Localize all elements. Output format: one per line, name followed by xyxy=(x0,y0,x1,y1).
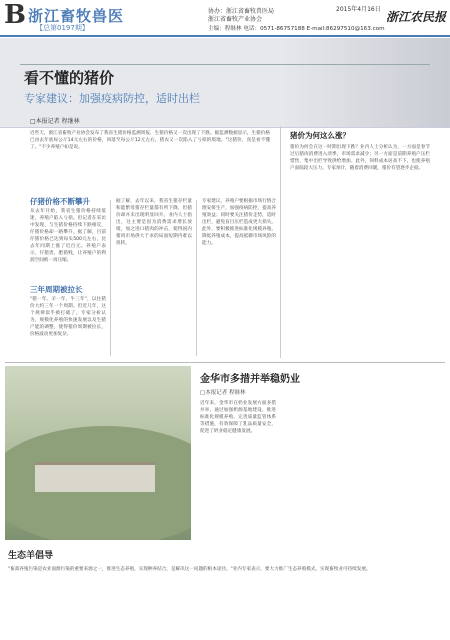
section-divider xyxy=(5,362,445,363)
headline-banner xyxy=(0,38,450,128)
section2-headline: 金华市多措并举稳奶业 xyxy=(200,374,300,385)
masthead xyxy=(0,0,450,36)
article-column-1: 从去年开始，我省生猪价格持续低迷，养殖户陷入亏损。但记者在采访中发现，与生猪价格持续下跌相反，仔猪价格却一路攀升。据了解，目前仔猪价格已达到每头500元左右，比去年同期上涨了近百元。养殖户表示，仔猪贵、肥猪贱，让养殖户的利润空间被一再压缩。 xyxy=(30,209,106,263)
issue-date: 2015年4月16日 xyxy=(336,6,381,13)
sidebar-text: 猪价为何会在这一时期出现下跌？业内人士分析认为，一方面是春节过后猪肉消费进入淡季，市场需求减少；另一方面是前期养殖户压栏惜售，集中出栏导致供给增加。此外，饲料成本居高不下，也使养殖户面临较大压力。专家预计，随着消费回暖，猪价有望逐步企稳。 xyxy=(290,145,430,171)
article-column-3: 专家建议，养殖户要根据市场行情合理安排生产，加强疫病防控，提高养殖效益；同时要关注猪价走势，适时出栏，避免盲目压栏造成更大损失。此外，要积极推进标准化规模养殖，降低养殖成本，提高抵御市场风险的能力。 xyxy=(202,199,276,246)
subheadline: 专家建议：加强疫病防控，适时出栏 xyxy=(24,92,200,105)
byline: □本报记者 程继林 xyxy=(30,118,80,125)
farm-photo xyxy=(5,366,191,540)
column-divider xyxy=(110,200,111,356)
lead-paragraph: 近些天，浙江省畜牧产业协会发布了我省生猪价格监测周报，生猪价格又一次出现了下跌。据监测数据显示，生猪价格已由去年底每公斤14元左右的价格，回落至每公斤12元左右，猪农又一次陷入了亏损的境地。"这猪价，真是看不懂了。"不少养殖户如是说。 xyxy=(30,131,270,150)
article-column-1b: "猪一年、羊一年、牛三年"，以往猪价大约三年一个周期。但近几年，这个规律似乎被打破了。专家分析认为，规模化养殖的快速发展以及生猪产能的调整，使得猪价周期被拉长，价格波动更加复杂。 xyxy=(30,297,106,337)
contact-line: 主编：程继林 电话：0571-86757188 E-mail:86297510@163.com xyxy=(208,26,385,32)
section2-column-1: 近年来，金华市在奶业发展方面多措并举，通过加强奶源基地建设、推进标准化规模养殖、完善质量监管体系等措施，有效保障了乳品质量安全，促进了奶业稳定健康发展。 xyxy=(200,401,276,434)
bottom-text: "畜禽养殖污染是农业面源污染的重要来源之一，推进生态养殖，实现种养结合，是解决这一问题的根本途径。"业内专家表示，要大力推广生态养殖模式，实现畜牧业可持续发展。 xyxy=(8,567,371,572)
banner-rule xyxy=(20,64,430,65)
issue-number: 【总第0197期】 xyxy=(36,24,89,32)
headline: 看不懂的猪价 xyxy=(24,69,115,87)
section-heading-1: 仔猪价格不断攀升 xyxy=(30,197,90,206)
paper-section-title: 浙江畜牧兽医 xyxy=(28,7,125,25)
organizer-line-2: 浙江省畜牧产业协会 xyxy=(208,16,263,23)
masthead-rule xyxy=(0,35,450,37)
section-letter: B xyxy=(4,0,26,30)
banner-photo-shade xyxy=(280,38,450,128)
organizer-info xyxy=(208,8,274,24)
newspaper-logo: 浙江农民报 xyxy=(386,10,447,24)
sidebar-title: 猪价为何这么涨？ xyxy=(290,131,350,140)
column-divider xyxy=(196,200,197,356)
section2-byline: □本报记者 程继林 xyxy=(200,390,246,396)
section-heading-2: 三年周期被拉长 xyxy=(30,285,83,294)
photo-shed xyxy=(35,462,155,492)
organizer-line-1: 协办：浙江省畜牧兽医局 xyxy=(208,8,275,15)
article-column-2: 据了解，去年以来，我省生猪存栏量和能繁母猪存栏量都有所下降，但猪价却并未出现明显回升。业内人士指出，这主要是因为消费需求增长放缓，加之进口猪肉的冲击，使得国内猪肉市场供大于求的局面短期内难以扭转。 xyxy=(116,199,192,246)
bottom-headline: 生态羊倡导 xyxy=(8,551,54,561)
